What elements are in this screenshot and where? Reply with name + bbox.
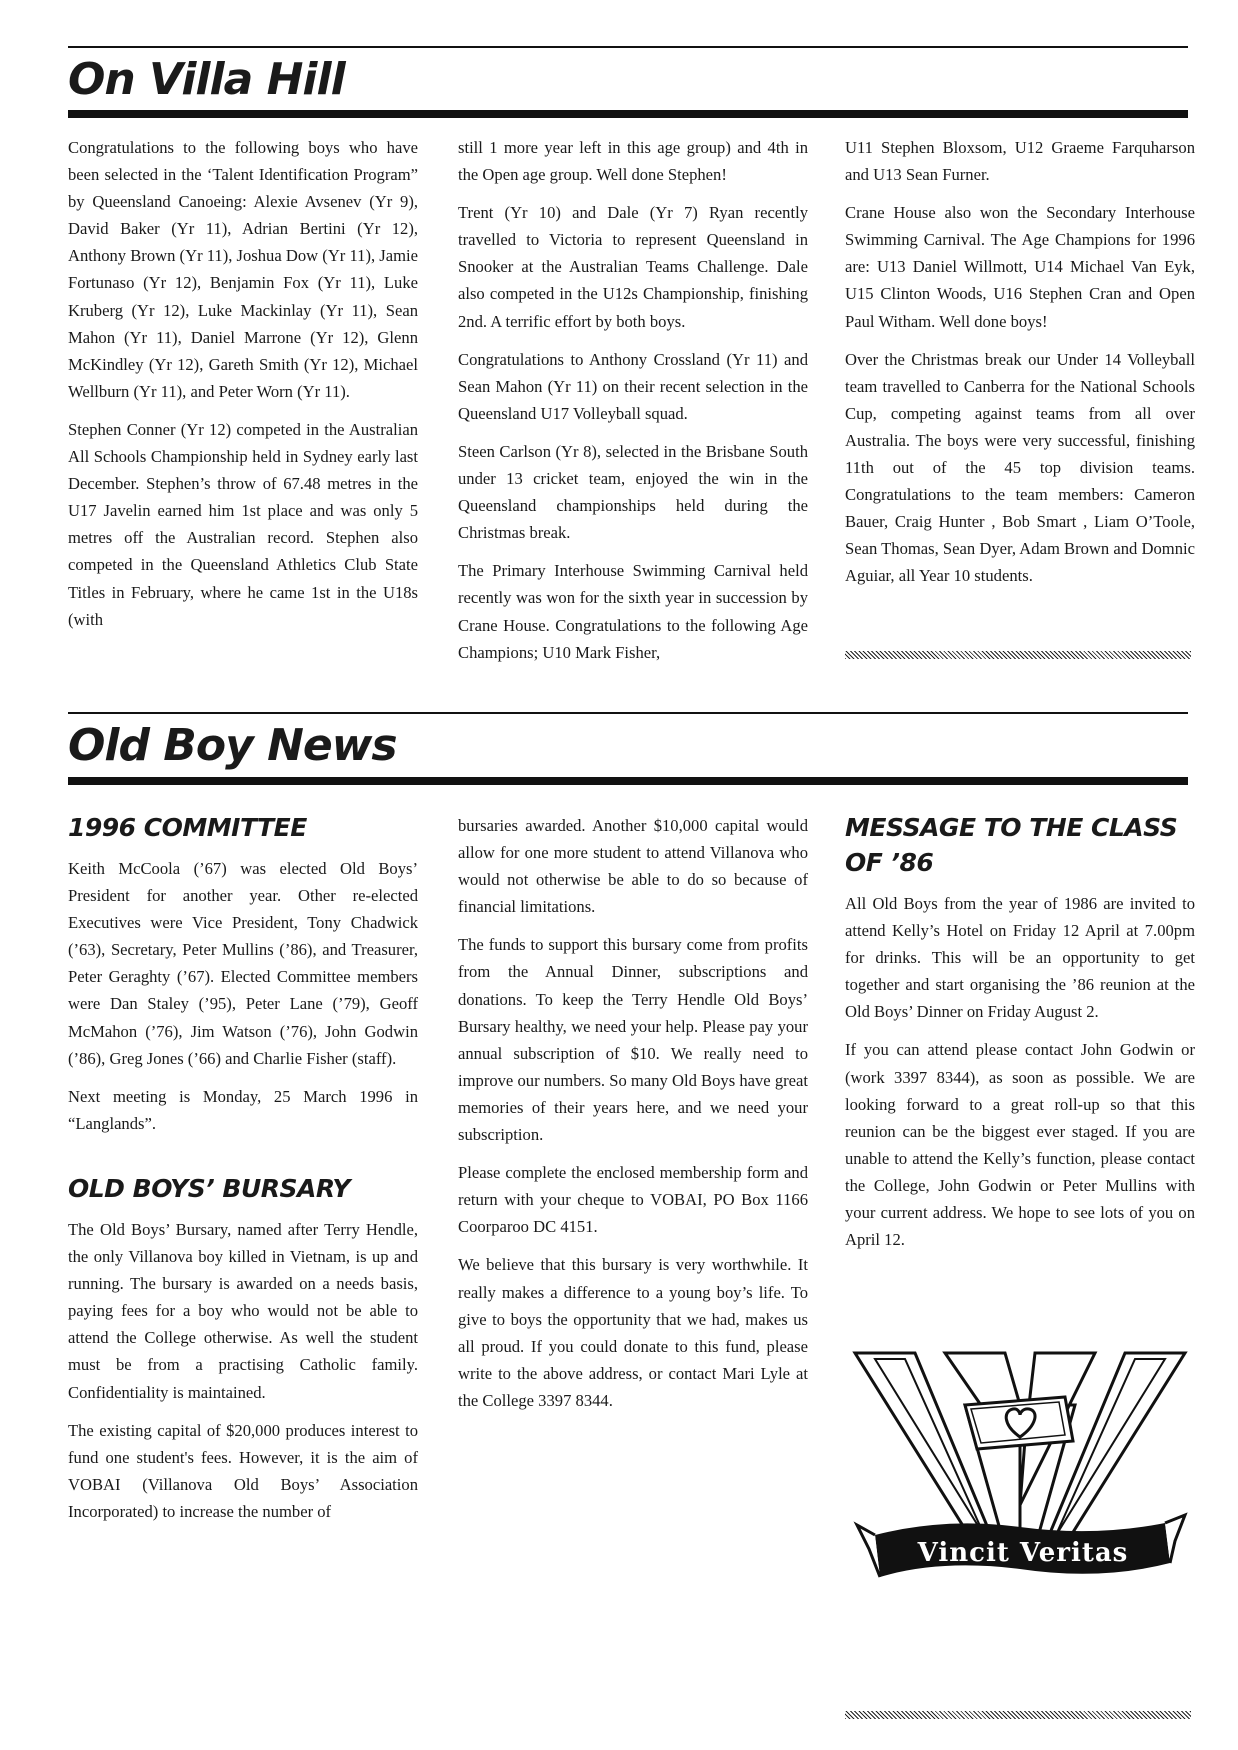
section-title-rule xyxy=(68,110,1188,118)
hatched-divider xyxy=(845,1711,1191,1719)
paragraph: Congratulations to Anthony Crossland (Yr 11) and Sean Mahon (Yr 11) on their recent selection in the Queensland U17 Volleyball squad. xyxy=(458,349,808,423)
paragraph: still 1 more year left in this age group) and 4th in the Open age group. Well done Stephen! xyxy=(458,138,808,185)
bursary-heading: OLD BOYS’ BURSARY xyxy=(68,1173,350,1203)
old-boy-column-1 xyxy=(68,810,418,1536)
paragraph: The Old Boys’ Bursary, named after Terry Hendle, the only Villanova boy killed in Vietnam, is up and running. The bursary is awarded on a needs basis, paying fees for a boy who would not be able to attend the College otherwise. As well the student must be from a practising Catholic family. Confidentiality is maintained. xyxy=(68,1219,418,1402)
paragraph: The existing capital of $20,000 produces interest to fund one student's fees. However, it is the aim of VOBAI (Villanova Old Boys’ Association Incorporated) to increase the number of xyxy=(68,1420,418,1521)
old-boy-column-2 xyxy=(458,812,808,1425)
section-title: Old Boy News xyxy=(68,720,397,771)
paragraph: Keith McCoola (’67) was elected Old Boys’ President for another year. Other re-elected Executives were Vice President, Tony Chadwick (’63), Secretary, Peter Mullins (’86), and Treasurer, Peter Geraghty (’67). Elected Committee members were Dan Staley (’95), Peter Lane (’79), Geoff McMahon (’76), Jim Watson (’76), John Godwin (’86), Greg Jones (’66) and Charlie Fisher (staff). xyxy=(68,859,418,1068)
vincit-veritas-logo xyxy=(845,1345,1195,1595)
motto-text: Vincit Veritas xyxy=(917,1538,1129,1568)
paragraph: We believe that this bursary is very worthwhile. It really makes a difference to a young boy’s life. To give to boys the opportunity that we had, makes us all proud. If you could donate to this fund, please write to the above address, or contact Mari Lyle at the College 3397 8344. xyxy=(458,1255,808,1410)
section-title: On Villa Hill xyxy=(68,54,345,105)
paragraph: Crane House also won the Secondary Interhouse Swimming Carnival. The Age Champions for 1996 are: U13 Daniel Willmott, U14 Michael Van Eyk, U15 Clinton Woods, U16 Stephen Cran and Open Paul Witham. Well done boys! xyxy=(845,203,1195,331)
paragraph: Trent (Yr 10) and Dale (Yr 7) Ryan recently travelled to Victoria to represent Queensland in Snooker at the Australian Teams Challenge. Dale also competed in the U12s Championship, finishing 2nd. A terrific effort by both boys. xyxy=(458,203,808,331)
villa-hill-column-3 xyxy=(845,134,1195,601)
paragraph: The Primary Interhouse Swimming Carnival held recently was won for the sixth year in succession by Crane House. Congratulations to the following Age Champions; U10 Mark Fisher, xyxy=(458,561,808,662)
message-heading: MESSAGE TO THE CLASS OF ’86 xyxy=(845,813,1178,877)
hatched-divider xyxy=(845,651,1191,659)
section-top-rule xyxy=(68,712,1188,714)
section-top-rule xyxy=(68,46,1188,48)
paragraph: The funds to support this bursary come from profits from the Annual Dinner, subscriptions and donations. To keep the Terry Hendle Old Boys’ Bursary healthy, we need your help. Please pay your annual subscription of $10. We really need to improve our numbers. So many Old Boys have great memories of their years here, and we need your subscription. xyxy=(458,935,808,1145)
villa-hill-column-1 xyxy=(68,134,418,644)
paragraph: U11 Stephen Bloxsom, U12 Graeme Farquharson and U13 Sean Furner. xyxy=(845,138,1195,185)
paragraph: Steen Carlson (Yr 8), selected in the Brisbane South under 13 cricket team, enjoyed the win in the Queensland championships held during the Christmas break. xyxy=(458,441,808,543)
paragraph: Stephen Conner (Yr 12) competed in the Australian All Schools Championship held in Sydney early last December. Stephen’s throw of 67.48 metres in the U17 Javelin earned him 1st place and was only 5 metres off the Australian record. Stephen also competed in the Queensland Athletics Club State Titles in February, where he came 1st in the U18s (with xyxy=(68,419,418,629)
old-boy-news-section xyxy=(68,700,1195,1750)
paragraph: Please complete the enclosed membership form and return with your cheque to VOBAI, PO Box 1166 Coorparoo DC 4151. xyxy=(458,1163,808,1237)
paragraph: bursaries awarded. Another $10,000 capital would allow for one more student to attend Villanova who would not otherwise be able to do so because of financial limitations. xyxy=(458,816,808,917)
paragraph: If you can attend please contact John Godwin or (work 3397 8344), as soon as possible. We are looking forward to a great roll-up so that this reunion can be the biggest ever staged. If you are unable to attend the Kelly’s function, please contact the College, John Godwin or Peter Mullins with your current address. We hope to see lots of you on April 12. xyxy=(845,1040,1195,1250)
committee-heading: 1996 COMMITTEE xyxy=(68,813,307,842)
paragraph: Congratulations to the following boys who have been selected in the ‘Talent Identification Program” by Queensland Canoeing: Alexie Avsenev (Yr 9), David Baker (Yr 11), Adrian Bertini (Yr 12), Anthony Brown (Yr 11), Joshua Dow (Yr 11), Jamie Fortunaso (Yr 12), Benjamin Fox (Yr 11), Luke Kruberg (Yr 12), Luke Mackinlay (Yr 11), Sean Mahon (Yr 11), Daniel Marrone (Yr 12), Glenn McKindley (Yr 12), Gareth Smith (Yr 12), Michael Wellburn (Yr 11), and Peter Worn (Yr 11). xyxy=(68,138,418,401)
old-boy-column-3 xyxy=(845,810,1195,1264)
paragraph: All Old Boys from the year of 1986 are invited to attend Kelly’s Hotel on Friday 12 April at 7.00pm for drinks. This will be an opportunity to get together and start organising the ’86 reunion at the Old Boys’ Dinner on Friday August 2. xyxy=(845,894,1195,1022)
paragraph: Over the Christmas break our Under 14 Volleyball team travelled to Canberra for the National Schools Cup, competing against teams from all over Australia. The boys were very successful, finishing 11th out of the 45 top division teams. Congratulations to the team members: Cameron Bauer, Craig Hunter , Bob Smart , Liam O’Toole, Sean Thomas, Sean Dyer, Adam Brown and Domnic Aguiar, all Year 10 students. xyxy=(845,349,1195,586)
villa-hill-column-2 xyxy=(458,134,808,677)
section-title-rule xyxy=(68,777,1188,785)
paragraph: Next meeting is Monday, 25 March 1996 in “Langlands”. xyxy=(68,1086,418,1133)
villa-hill-section xyxy=(68,0,1195,700)
